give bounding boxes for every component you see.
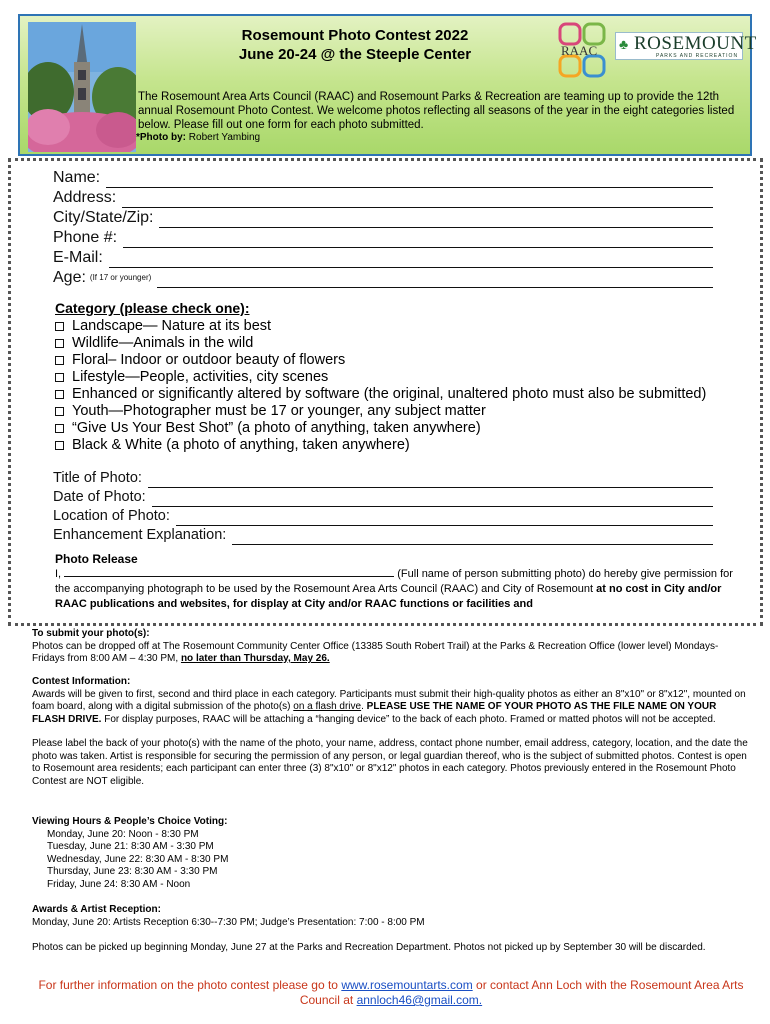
email-field[interactable] [53, 248, 713, 268]
age-field[interactable] [53, 268, 713, 288]
age-label: Age: [53, 269, 86, 286]
checkbox-icon[interactable] [55, 424, 64, 433]
header-banner [18, 14, 757, 156]
photo-location-field[interactable] [53, 506, 713, 526]
photo-credit [136, 132, 260, 143]
release-name-line[interactable] [64, 566, 394, 577]
release-text [55, 566, 745, 612]
viewing-hour: Thursday, June 23: 8:30 AM - 3:30 PM [47, 866, 218, 877]
phone-label: Phone #: [53, 229, 118, 246]
release-text-1: (Full name of person submitting photo) do hereby give permission for the accompanying photograph to be used by the Rosemount Area Arts Council (RAAC) and City of Rosemount [55, 568, 733, 595]
name-line[interactable] [106, 173, 713, 188]
submit-deadline: no later than Thursday, May 26. [180, 653, 330, 664]
photo-location-line[interactable] [176, 511, 713, 526]
category-item[interactable] [55, 386, 706, 403]
clover-icon: ♣ [619, 36, 629, 52]
rosemount-logo-sub: PARKS AND RECREATION [656, 53, 739, 59]
title-line-1: Rosemount Photo Contest 2022 [241, 27, 469, 44]
checkbox-icon[interactable] [55, 356, 64, 365]
category-label: Floral– Indoor or outdoor beauty of flowers [72, 352, 346, 368]
category-label: Lifestyle—People, activities, city scenes [72, 369, 329, 385]
rosemount-logo [615, 32, 757, 60]
photo-date-label: Date of Photo: [53, 489, 146, 505]
contest-info-p1-a: Awards will be given to first, second and third place in each category. Participants must submit their high-quality photos as either an 8"x10" or 8"x12", mounted on foam board, along with a digital submission of the photo(s) [32, 688, 746, 712]
category-item[interactable] [55, 335, 706, 352]
name-label: Name: [53, 169, 101, 186]
title-line-2: June 20-24 @ the Steeple Center [238, 46, 472, 63]
category-item[interactable] [55, 369, 706, 386]
address-line[interactable] [122, 193, 713, 208]
awards-section [32, 904, 750, 929]
enhancement-label: Enhancement Explanation: [53, 527, 227, 543]
category-heading: Category (please check one): [55, 300, 250, 316]
checkbox-icon[interactable] [55, 373, 64, 382]
city-label: City/State/Zip: [53, 209, 154, 226]
category-item[interactable] [55, 318, 706, 335]
category-label: Enhanced or significantly altered by software (the original, unaltered photo must also be submitted) [72, 386, 707, 402]
viewing-section [32, 816, 750, 891]
photo-location-label: Location of Photo: [53, 508, 170, 524]
category-label: Youth—Photographer must be 17 or younger, any subject matter [72, 403, 486, 419]
photo-by-name: Robert Yambing [188, 132, 261, 143]
raac-logo-text: RAAC [561, 43, 598, 58]
submit-section [32, 628, 750, 666]
intro-text: The Rosemount Area Arts Council (RAAC) and Rosemount Parks & Recreation are teaming up to provide the 12th annual Rosemount Photo Contest. We welcome photos reflecting all seasons of the year in the eight categories listed below. Please fill out one form for each photo submitted. [138, 91, 735, 131]
category-item[interactable] [55, 403, 706, 420]
phone-line[interactable] [123, 233, 713, 248]
checkbox-icon[interactable] [55, 407, 64, 416]
checkbox-icon[interactable] [55, 390, 64, 399]
contest-info-p2: Please label the back of your photo(s) with the name of the photo, your name, address, contact phone number, email address, category, location, and the date the photo was taken. Artist is responsible for securing the permission of any person, or legal guardian thereof, who is the subject of submitted photos. Contest is open to Rosemount area residents; each participant can enter three (3) 8"x10" or 8"x12" photos in each category. Photos previously entered in the Rosemount Photo Contest are NOT eligible. [32, 738, 748, 787]
photo-date-line[interactable] [152, 492, 713, 507]
checkbox-icon[interactable] [55, 441, 64, 450]
email-label: E-Mail: [53, 249, 103, 266]
website-link[interactable]: www.rosemountarts.com [341, 978, 473, 992]
awards-text: Monday, June 20: Artists Reception 6:30--7:30 PM; Judge’s Presentation: 7:00 - 8:00 PM [32, 916, 425, 928]
category-list [55, 318, 706, 454]
enhancement-field[interactable] [53, 525, 713, 545]
contest-info-p1: Awards will be given to first, second and third place in each category. Participants must submit their high-quality photos as either an 8"x10" or 8"x12", mounted on foam board, along with a digital submission of the photo(s) on a flash drive. PLEASE USE THE NAME OF YOUR PHOTO AS THE FILE NAME ON YOUR FLASH DRIVE. For display purposes, RAAC will be attaching a “hanging device” to the back of each photo. Framed or matted photos will not be accepted. [32, 688, 746, 725]
photo-by-label: *Photo by: [136, 132, 186, 143]
address-field[interactable] [53, 188, 713, 208]
footer [32, 978, 750, 1008]
name-field[interactable] [53, 168, 713, 188]
category-label: Black & White (a photo of anything, taken anywhere) [72, 437, 410, 453]
address-label: Address: [53, 189, 117, 206]
category-item[interactable] [55, 420, 706, 437]
photo-title-label: Title of Photo: [53, 470, 142, 486]
age-note: (If 17 or younger) [89, 273, 152, 282]
category-label: “Give Us Your Best Shot” (a photo of anything, taken anywhere) [72, 420, 481, 436]
contest-info-p1-b: For display purposes, RAAC will be attaching a “hanging device” to the back of each photo. Framed or matted photos will not be accepted. [104, 713, 716, 725]
checkbox-icon[interactable] [55, 322, 64, 331]
age-line[interactable] [157, 273, 713, 288]
viewing-hour: Monday, June 20: Noon - 8:30 PM [47, 828, 199, 840]
contest-info-section [32, 676, 750, 788]
city-field[interactable] [53, 208, 713, 228]
submit-body: Photos can be dropped off at The Rosemount Community Center Office (13385 South Robert Trail) at the Parks & Recreation Office (lower level) Mondays-Fridays from 8:00 AM – 4:30 PM, [32, 640, 719, 664]
city-line[interactable] [159, 213, 713, 228]
contest-info-heading: Contest Information: [32, 676, 131, 687]
release-text-bold: at no cost in City and/or RAAC publications and websites, for display at City and/or RAAC functions or facilities and [55, 583, 722, 610]
viewing-heading: Viewing Hours & People’s Choice Voting: [32, 816, 228, 827]
photo-date-field[interactable] [53, 487, 713, 507]
footer-text-1: For further information on the photo contest please go to [38, 978, 338, 992]
submit-heading: To submit your photo(s): [32, 628, 150, 639]
photo-title-field[interactable] [53, 468, 713, 488]
awards-heading: Awards & Artist Reception: [32, 904, 161, 915]
checkbox-icon[interactable] [55, 339, 64, 348]
email-line[interactable] [109, 253, 713, 268]
category-item[interactable] [55, 352, 706, 369]
raac-logo [558, 22, 606, 78]
category-label: Wildlife—Animals in the wild [72, 335, 254, 351]
email-link[interactable]: annloch46@gmail.com. [356, 993, 483, 1007]
photo-title-line[interactable] [148, 473, 713, 488]
phone-field[interactable] [53, 228, 713, 248]
viewing-hour: Wednesday, June 22: 8:30 AM - 8:30 PM [47, 853, 229, 865]
category-item[interactable] [55, 437, 706, 454]
enhancement-line[interactable] [232, 530, 713, 545]
release-heading: Photo Release [55, 552, 138, 566]
pickup-text: Photos can be picked up beginning Monday, June 27 at the Parks and Recreation Department. Photos not picked up by September 30 will be discarded. [32, 942, 706, 953]
viewing-hour: Friday, June 24: 8:30 AM - Noon [47, 878, 191, 890]
category-label: Landscape— Nature at its best [72, 318, 272, 334]
footer-text-2: or contact Ann Loch with the Rosemount Area Arts Council at [299, 978, 744, 1007]
viewing-hour: Tuesday, June 21: 8:30 AM - 3:30 PM [47, 841, 214, 852]
file-name-instruction: PLEASE USE THE NAME OF YOUR PHOTO AS THE FILE NAME ON YOUR FLASH DRIVE. [32, 701, 717, 725]
submit-text [32, 641, 750, 666]
flash-drive-text: on a flash drive [293, 701, 362, 712]
release-prefix: I, [55, 568, 62, 580]
rosemount-logo-text: ROSEMOUNT [634, 33, 757, 54]
